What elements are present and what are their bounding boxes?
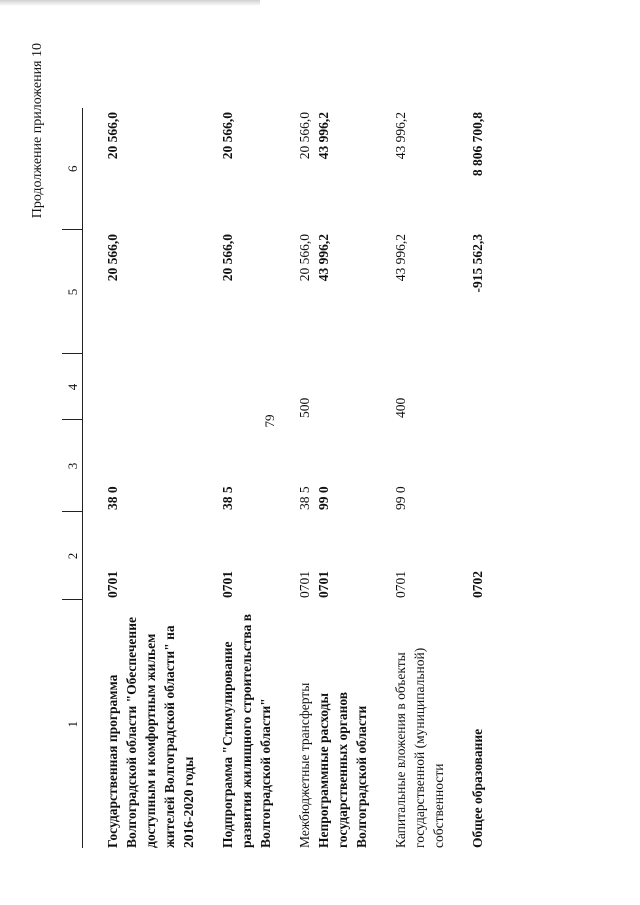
- row-amount-col6: 20 566,0: [105, 112, 120, 160]
- table-row: [314, 108, 371, 848]
- scan-edge-shadow: [0, 0, 260, 6]
- row-amount-col5: 20 566,0: [105, 234, 120, 282]
- row-name: Капитальные вложения в объекты государственной (муниципальной) собственности: [393, 647, 446, 848]
- row-expense-type: [314, 354, 371, 420]
- row-amount-col5: 43 996,2: [316, 234, 331, 282]
- row-amount-col5: 20 566,0: [297, 234, 312, 282]
- row-expense-type: [448, 354, 487, 420]
- column-header-6: 6: [62, 108, 83, 230]
- row-name: Непрограммные расходы государственных органов Волгоградской области: [316, 691, 369, 848]
- budget-table: [62, 108, 487, 848]
- table-row: [83, 108, 199, 848]
- row-target-article: 99 0: [393, 486, 408, 510]
- row-name: Государственная программа Волгоградской области "Обеспечение доступным и комфортным жильем жителей Волгоградской области" на 2016-2020 годы: [105, 617, 196, 848]
- column-header-3: 3: [62, 420, 83, 512]
- row-amount-col6: 8 806 700,8: [470, 112, 485, 177]
- row-amount-col5: 20 566,0: [220, 234, 235, 282]
- row-expense-type: [83, 354, 199, 420]
- row-section-code: 0701: [393, 571, 408, 598]
- row-section-code: 0701: [105, 571, 120, 598]
- column-header-2: 2: [62, 512, 83, 600]
- row-amount-col6: 20 566,0: [297, 112, 312, 160]
- row-amount-col6: 43 996,2: [393, 112, 408, 160]
- row-target-article: 99 0: [316, 486, 331, 510]
- row-section-code: 0702: [470, 571, 485, 598]
- row-target-article: 38 5: [220, 486, 235, 510]
- row-amount-col5: 43 996,2: [393, 234, 408, 282]
- row-expense-type: 400: [393, 397, 408, 418]
- table-row: [448, 108, 487, 848]
- column-header-1: 1: [62, 600, 83, 848]
- table-header-row: [62, 108, 83, 848]
- row-expense-type: 500: [297, 397, 312, 418]
- table-row: [371, 108, 448, 848]
- table-row: [198, 108, 275, 848]
- row-section-code: 0701: [316, 571, 331, 598]
- row-section-code: 0701: [220, 571, 235, 598]
- row-target-article: 38 0: [105, 486, 120, 510]
- row-amount-col5: -915 562,3: [470, 234, 485, 293]
- page-number: 79: [262, 414, 277, 428]
- row-target-article: 38 5: [297, 486, 312, 510]
- row-amount-col6: 43 996,2: [316, 112, 331, 160]
- table-row: [275, 108, 314, 848]
- row-name: Межбюджетные трансферты: [297, 682, 312, 848]
- budget-table-sheet: [62, 108, 528, 848]
- row-target-article: [448, 420, 487, 512]
- column-header-5: 5: [62, 230, 83, 354]
- row-name: Общее образование: [470, 728, 485, 848]
- row-name: Подпрограмма "Стимулирование развития жилищного строительства в Волгоградской области": [220, 613, 273, 848]
- row-amount-col6: 20 566,0: [220, 112, 235, 160]
- row-section-code: 0701: [297, 571, 312, 598]
- appendix-continuation-note: Продолжение приложения 10: [30, 43, 45, 219]
- column-header-4: 4: [62, 354, 83, 420]
- row-expense-type: [198, 354, 275, 420]
